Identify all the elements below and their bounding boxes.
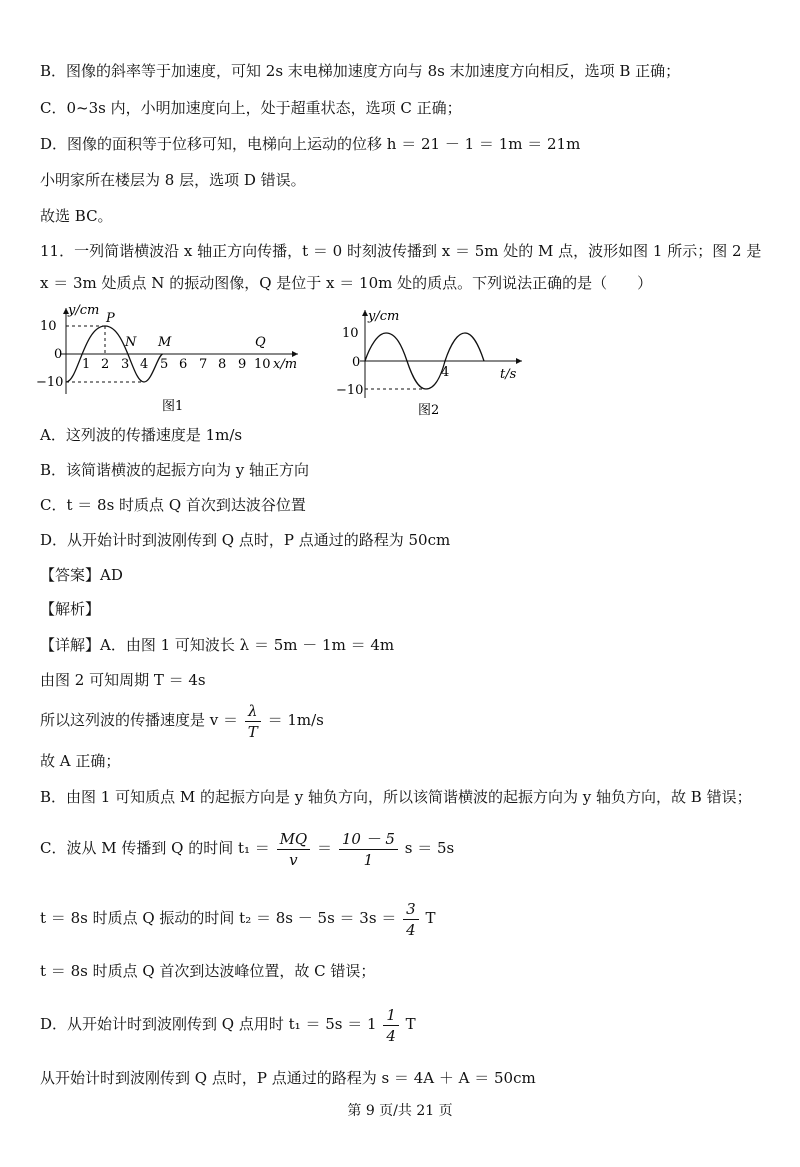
svg-text:1: 1 [82,357,91,372]
point-m: M [158,335,172,350]
svg-text:10: 10 [254,357,271,372]
point-n: N [125,335,137,350]
equation-d: D．从开始计时到波刚传到 Q 点用时 t₁ ＝ 5s ＝ 1 $\frac{1}{4}$ T [40,1005,416,1045]
y-label: y/cm [368,309,400,324]
caption: 图2 [418,403,440,418]
text-line: t ＝ 8s 时质点 Q 首次到达波峰位置，故 C 错误； [40,962,376,980]
equation-c1: C．波从 M 传播到 Q 的时间 t₁ ＝ $\frac{MQ}{v}$ ＝ $\frac{10 - 5}{1}$ s ＝ 5s [40,829,455,869]
wave-graph [30,298,320,418]
svg-text:9: 9 [238,357,247,372]
equation-c2: t ＝ 8s 时质点 Q 振动的时间 t₂ ＝ 8s － 5s ＝ 3s ＝ $\frac{3}{4}$ T [40,899,436,939]
y-label: y/cm [68,303,100,318]
text-line: B．图像的斜率等于加速度，可知 2s 末电梯加速度方向与 8s 末加速度方向相反，选项 B 正确； [40,62,681,80]
option-c: C．t ＝ 8s 时质点 Q 首次到达波谷位置 [40,496,306,514]
svg-text:4: 4 [441,365,450,380]
page-footer: 第 9 页/共 21 页 [347,1103,453,1119]
svg-text:−10: −10 [336,383,364,398]
svg-text:−10: −10 [36,375,64,390]
svg-text:10: 10 [40,319,57,334]
answer: 【答案】AD [40,566,123,584]
svg-text:3: 3 [121,357,130,372]
text-line: 故选 BC。 [40,207,113,225]
figure-1 [30,298,320,418]
svg-text:t/s: t/s [500,367,517,382]
svg-text:0: 0 [352,355,361,370]
text-line: 由图 2 可知周期 T ＝ 4s [40,671,206,689]
text-line: 从开始计时到波刚传到 Q 点时，P 点通过的路程为 s ＝ 4A ＋ A ＝ 50cm [40,1069,536,1087]
option-b: B．该简谐横波的起振方向为 y 轴正方向 [40,461,310,479]
caption: 图1 [162,399,184,414]
figure-2 [330,306,530,421]
svg-text:10: 10 [342,326,359,341]
vibration-graph [330,306,530,421]
svg-text:8: 8 [218,357,227,372]
option-a: A．这列波的传播速度是 1m/s [40,426,243,444]
svg-text:7: 7 [199,357,208,372]
text-line: 故 A 正确； [40,752,121,770]
question-title: 11．一列简谐横波沿 x 轴正方向传播，t ＝ 0 时刻波传播到 x ＝ 5m 处的 M 点，波形如图 1 所示；图 2 是 [40,242,762,260]
option-d: D．从开始计时到波刚传到 Q 点时，P 点通过的路程为 50cm [40,531,451,549]
svg-text:0: 0 [54,347,63,362]
detail-b: B．由图 1 可知质点 M 的起振方向是 y 轴负方向，所以该简谐横波的起振方向为 y 轴负方向，故 B 错误； [40,788,752,806]
svg-text:5: 5 [160,357,169,372]
svg-text:6: 6 [179,357,188,372]
question-title: x ＝ 3m 处质点 N 的振动图像，Q 是位于 x ＝ 10m 处的质点。下列说法正确的是（ ） [40,274,653,292]
equation-v: 所以这列波的传播速度是 v ＝ $\frac{\lambda}{T}$ ＝ 1m/s [40,701,324,741]
text-line: 小明家所在楼层为 8 层，选项 D 错误。 [40,171,306,189]
analysis-label: 【解析】 [40,600,101,618]
text-line: C．0~3s 内，小明加速度向上，处于超重状态，选项 C 正确； [40,99,462,117]
text-line: D．图像的面积等于位移可知，电梯向上运动的位移 h ＝ 21 － 1 ＝ 1m ＝ 21m [40,135,581,153]
point-p: P [106,311,115,326]
svg-text:4: 4 [140,357,149,372]
svg-text:x/m: x/m [273,357,298,372]
svg-text:2: 2 [101,357,110,372]
detail-a: 【详解】A．由图 1 可知波长 λ ＝ 5m － 1m ＝ 4m [40,636,395,654]
point-q: Q [255,335,266,350]
